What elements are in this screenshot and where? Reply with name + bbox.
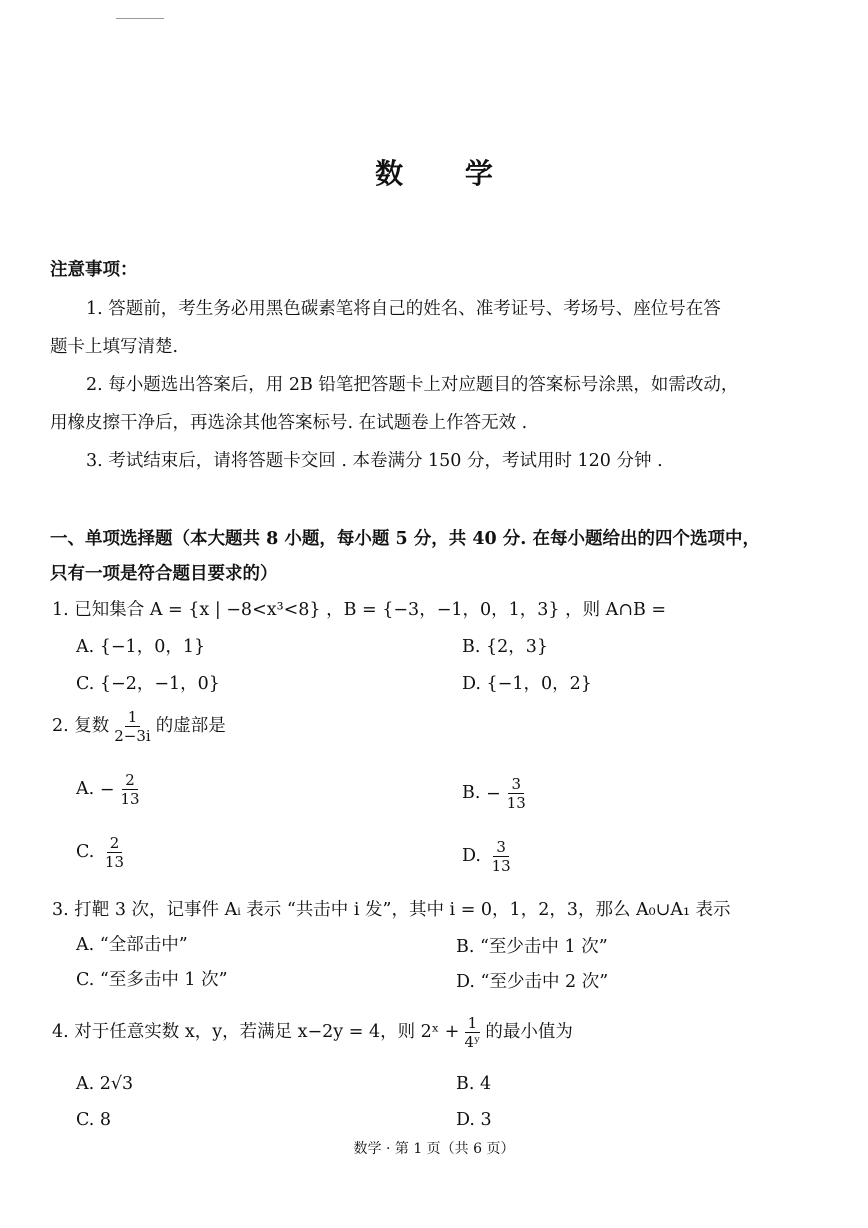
fraction-denominator: 13 bbox=[104, 853, 125, 871]
notice-item-1-cont: 题卡上填写清楚. bbox=[50, 337, 179, 357]
question-2-option-a bbox=[76, 771, 145, 808]
question-2-stem bbox=[52, 708, 226, 745]
question-1-stem: 1. 已知集合 A = {x | −8<x³<8} ，B = {−3，−1，0，1，3} ，则 A∩B = bbox=[52, 600, 667, 620]
question-2-fraction bbox=[111, 708, 153, 745]
fraction-denominator: 13 bbox=[506, 794, 526, 812]
question-2-option-c bbox=[76, 834, 129, 871]
option-fraction bbox=[117, 771, 142, 808]
question-4-option-b: B. 4 bbox=[456, 1074, 492, 1094]
question-1-option-b: B. {2，3} bbox=[462, 637, 549, 657]
option-label: C. bbox=[76, 842, 95, 862]
question-4-stem bbox=[52, 1014, 573, 1051]
fraction-denominator: 13 bbox=[491, 857, 511, 875]
notice-item-2-cont: 用橡皮擦干净后，再选涂其他答案标号. 在试题卷上作答无效 . bbox=[50, 413, 528, 433]
minus-sign: − bbox=[99, 779, 115, 800]
page-title: 数 学 bbox=[375, 157, 519, 190]
option-fraction bbox=[489, 838, 514, 875]
notice-item-3: 3. 考试结束后，请将答题卡交回 . 本卷满分 150 分，考试用时 120 分钟 . bbox=[86, 451, 663, 471]
question-2-prefix: 2. 复数 bbox=[52, 716, 110, 736]
notice-item-2: 2. 每小题选出答案后，用 2B 铅笔把答题卡上对应题目的答案标号涂黑，如需改动， bbox=[86, 375, 739, 395]
section-heading: 一、单项选择题（本大题共 8 小题，每小题 5 分，共 40 分. 在每小题给出的四个选项中， bbox=[50, 529, 760, 549]
fraction-numerator: 3 bbox=[508, 775, 524, 794]
option-label: B. bbox=[462, 783, 481, 803]
question-4-suffix: 的最小值为 bbox=[485, 1022, 573, 1042]
option-label: A. bbox=[76, 779, 95, 799]
question-3-option-d: D. “至少击中 2 次” bbox=[456, 972, 609, 992]
question-3-option-b: B. “至少击中 1 次” bbox=[456, 937, 608, 957]
fraction-denominator: 4ʸ bbox=[464, 1033, 481, 1051]
question-2-option-d bbox=[462, 838, 516, 875]
option-fraction bbox=[102, 834, 127, 871]
notice-heading: 注意事项： bbox=[50, 260, 138, 280]
question-4-option-a: A. 2√3 bbox=[76, 1074, 134, 1094]
minus-sign: − bbox=[486, 783, 501, 804]
question-3-stem: 3. 打靶 3 次，记事件 Aᵢ 表示 “共击中 i 发”，其中 i = 0，1，2，3，那么 A₀∪A₁ 表示 bbox=[52, 900, 731, 920]
question-4-option-c: C. 8 bbox=[76, 1110, 112, 1130]
question-3-option-c: C. “至多击中 1 次” bbox=[76, 970, 228, 990]
fraction-numerator: 2 bbox=[122, 771, 138, 790]
section-heading-cont: 只有一项是符合题目要求的） bbox=[50, 564, 278, 584]
page-footer: 数学 · 第 1 页（共 6 页） bbox=[353, 1141, 515, 1157]
question-4-prefix: 4. 对于任意实数 x，y，若满足 x−2y = 4，则 2ˣ + bbox=[52, 1022, 460, 1042]
fraction-numerator: 1 bbox=[125, 708, 141, 727]
fraction-numerator: 3 bbox=[493, 838, 509, 857]
question-3-option-a: A. “全部击中” bbox=[76, 935, 188, 955]
question-4-fraction bbox=[461, 1014, 483, 1051]
fraction-numerator: 1 bbox=[465, 1014, 481, 1033]
fraction-denominator: 13 bbox=[120, 790, 140, 808]
fraction-denominator: 2−3i bbox=[114, 727, 151, 745]
top-rule bbox=[116, 18, 164, 19]
fraction-numerator: 2 bbox=[107, 834, 123, 853]
notice-item-1: 1. 答题前，考生务必用黑色碳素笔将自己的姓名、准考证号、考场号、座位号在答 bbox=[86, 299, 721, 319]
question-1-option-a: A. {−1，0，1} bbox=[76, 637, 206, 657]
question-1-option-c: C. {−2，−1，0} bbox=[76, 674, 220, 694]
option-label: D. bbox=[462, 846, 481, 866]
question-4-option-d: D. 3 bbox=[456, 1110, 492, 1130]
question-1-option-d: D. {−1，0，2} bbox=[462, 674, 592, 694]
option-fraction bbox=[504, 775, 529, 812]
question-2-option-b bbox=[462, 775, 531, 812]
question-2-suffix: 的虚部是 bbox=[155, 716, 226, 736]
